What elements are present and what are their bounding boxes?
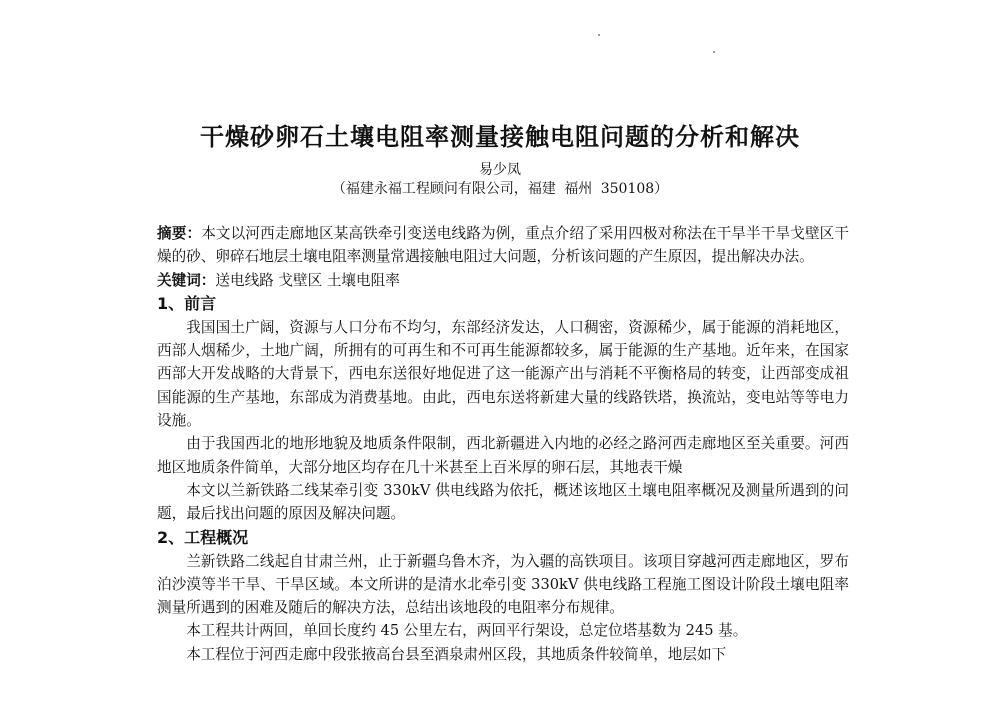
overview-paragraph-3: 本工程位于河西走廊中段张掖高台县至酒泉肃州区段，其地质条件较简单，地层如下 [186,645,727,663]
keywords [157,269,849,292]
keywords-label: 关键词： [157,271,216,289]
keywords-text: 送电线路 戈壁区 土壤电阻率 [215,271,400,289]
intro-paragraph-1: 我国国土广阔，资源与人口分布不均匀，东部经济发达，人口稠密，资源稀少，属于能源的消耗地区，西部人烟稀少，土地广阔，所拥有的可再生和不可再生能源都较多，属于能源的生产基地。近年来，在国家西部大开发战略的大背景下，西电东送很好地促进了这一能源产出与消耗不平衡格局的转变，让西部变成祖国能源的生产基地，东部成为消费基地。由此，西电东送将新建大量的线路铁塔，换流站，变电站等等电力设施。 [157,318,849,430]
paper-affiliation: （福建永福工程顾问有限公司，福建 福州 350108） [331,181,669,197]
abstract [157,222,849,269]
abstract-label: 摘要： [157,225,202,242]
scan-speck [598,34,600,36]
overview-paragraph-1: 兰新铁路二线起自甘肃兰州，止于新疆乌鲁木齐，为入疆的高铁项目。该项目穿越河西走廊地区，罗布泊沙漠等半干旱、干旱区域。本文所讲的是清水北牵引变 330kV 供电线路工程施工图设计阶段土壤电阻率测量所遇到的困难及随后的解决方法，总结出该地段的电阻率分布规律。 [157,552,849,617]
intro-paragraph-2: 由于我国西北的地形地貌及地质条件限制，西北新疆进入内地的必经之路河西走廊地区至关重要。河西地区地质条件简单，大部分地区均存在几十米甚至上百米厚的卵石层，其地表干燥 [157,435,849,476]
intro-paragraph-3: 本文以兰新铁路二线某牵引变 330kV 供电线路为依托，概述该地区土壤电阻率概况及测量所遇到的问题，最后找出问题的原因及解决问题。 [157,481,849,523]
section-heading-introduction: 1、前言 [157,293,217,313]
section-heading-project-overview: 2、工程概况 [157,527,249,547]
paper-author: 易少凤 [479,162,521,178]
overview-paragraph-2: 本工程共计两回，单回长度约 45 公里左右，两回平行架设，总定位塔基数为 245 基。 [186,622,748,640]
paper-title: 干燥砂卵石土壤电阻率测量接触电阻问题的分析和解决 [200,123,800,151]
paper-body [157,222,849,666]
abstract-text: 本文以河西走廊地区某高铁牵引变送电线路为例，重点介绍了采用四极对称法在干旱半干旱戈壁区干燥的砂、卵碎石地层土壤电阻率测量常遇接触电阻过大问题，分析该问题的产生原因，提出解决办法。 [157,225,849,266]
scan-speck [713,51,715,53]
